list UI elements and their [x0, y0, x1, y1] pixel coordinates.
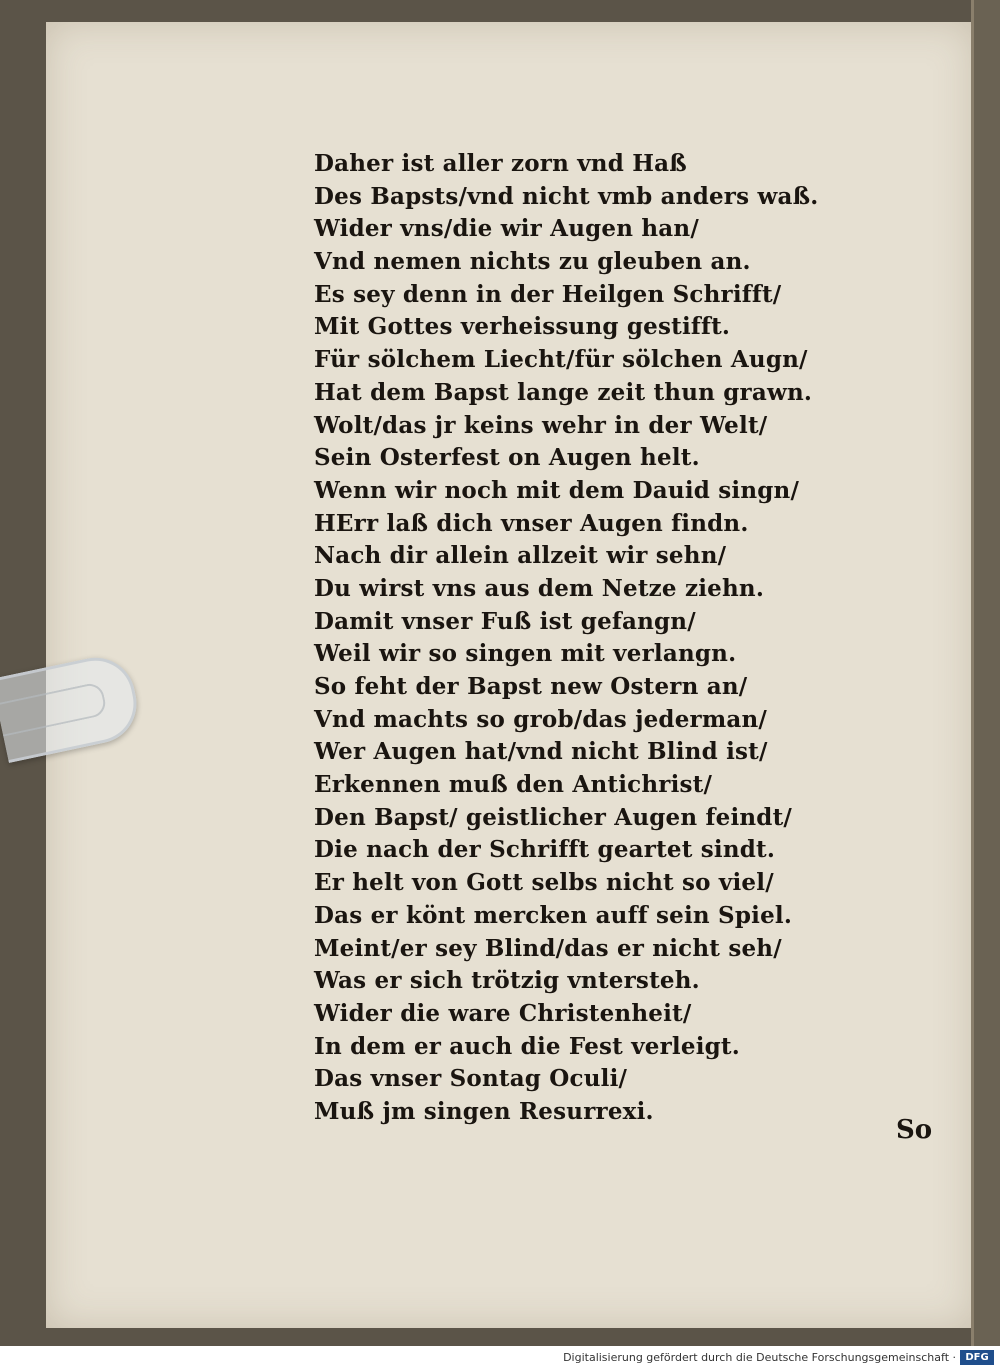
book-page: [46, 22, 974, 1328]
poem-line: Meint/er sey Blind/das er nicht seh/: [314, 934, 782, 962]
catchword: So: [896, 1115, 933, 1145]
poem-text: [314, 150, 818, 1131]
poem-line: Wider vns/die wir Augen han/: [314, 215, 699, 243]
poem-line: Wolt/das jr keins wehr in der Welt/: [314, 411, 768, 439]
book-cover-edge: [974, 0, 1000, 1346]
poem-line: Er helt von Gott selbs nicht so viel/: [314, 869, 774, 897]
poem-line: Das vnser Sontag Oculi/: [314, 1065, 628, 1093]
poem-line: Hat dem Bapst lange zeit thun grawn.: [314, 378, 813, 406]
poem-line: Wenn wir noch mit dem Dauid singn/: [314, 476, 800, 504]
poem-line: Was er sich trötzig vntersteh.: [314, 967, 700, 995]
poem-line: Den Bapst/ geistlicher Augen feindt/: [314, 803, 793, 831]
poem-line: Es sey denn in der Heilgen Schrifft/: [314, 280, 782, 308]
poem-line: In dem er auch die Fest verleigt.: [314, 1032, 740, 1060]
poem-line: HErr laß dich vnser Augen findn.: [314, 509, 749, 537]
funding-notice: Digitalisierung gefördert durch die Deutsche Forschungsgemeinschaft ·: [563, 1351, 956, 1364]
poem-line: Weil wir so singen mit verlangn.: [314, 640, 737, 668]
poem-line: Muß jm singen Resurrexi.: [314, 1097, 654, 1125]
poem-line: Mit Gottes verheissung gestifft.: [314, 313, 731, 341]
poem-line: Nach dir allein allzeit wir sehn/: [314, 542, 727, 570]
footer: [0, 1346, 1000, 1370]
poem-line: Sein Osterfest on Augen helt.: [314, 444, 700, 472]
poem-line: Damit vnser Fuß ist gefangn/: [314, 607, 696, 635]
paper-clip-inner-loop: [0, 681, 108, 737]
poem-line: Wer Augen hat/vnd nicht Blind ist/: [314, 738, 768, 766]
poem-line: Des Bapsts/vnd nicht vmb anders waß.: [314, 182, 819, 210]
poem-line: Die nach der Schrifft geartet sindt.: [314, 836, 776, 864]
poem-line: Du wirst vns aus dem Netze ziehn.: [314, 574, 765, 602]
poem-line: Daher ist aller zorn vnd Haß: [314, 150, 687, 177]
poem-line: Vnd nemen nichts zu gleuben an.: [314, 248, 751, 276]
poem-line: Vnd machts so grob/das jederman/: [314, 705, 768, 733]
poem-line: Wider die ware Christenheit/: [314, 999, 692, 1027]
poem-line: Erkennen muß den Antichrist/: [314, 771, 713, 799]
poem-line: So feht der Bapst new Ostern an/: [314, 673, 748, 700]
poem-line: Das er könt mercken auff sein Spiel.: [314, 901, 793, 929]
dfg-logo: DFG: [960, 1350, 994, 1365]
poem-line: Für sölchem Liecht/für sölchen Augn/: [314, 346, 808, 374]
